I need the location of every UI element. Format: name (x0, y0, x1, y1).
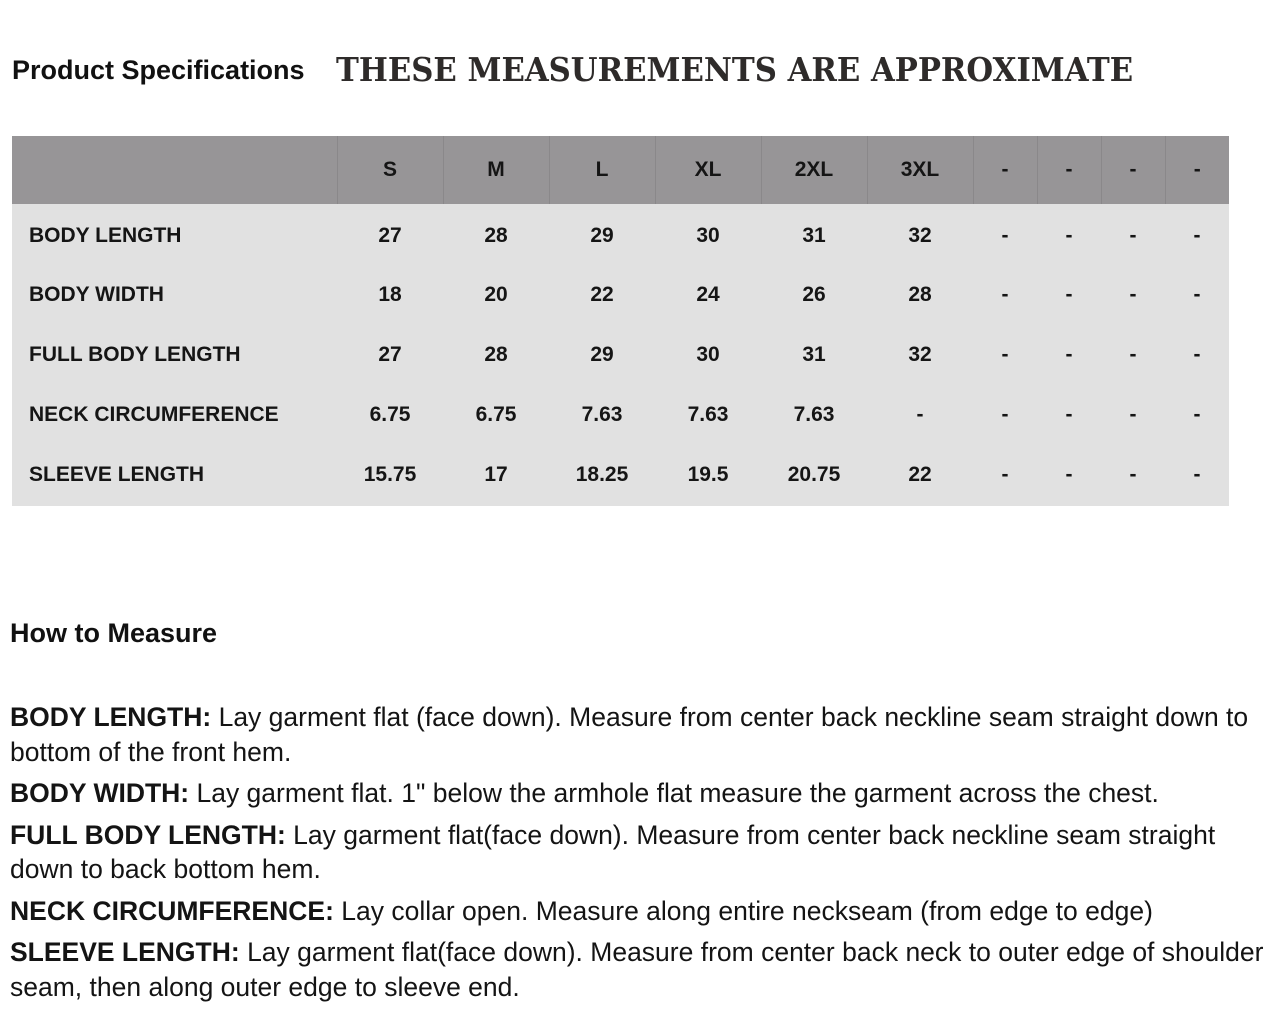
table-cell: - (1001, 403, 1009, 427)
table-cell: 18.25 (575, 462, 629, 486)
header-cell-2xl: 2XL (761, 136, 867, 204)
table-cell: - (1065, 462, 1073, 486)
table-row (12, 446, 1229, 506)
page-title: Product Specifications (12, 55, 305, 85)
table-cell: - (1193, 342, 1201, 366)
table-cell: - (1129, 342, 1137, 366)
approximate-notice: THESE MEASUREMENTS ARE APPROXIMATE (336, 50, 1134, 89)
table-cell: 7.63 (793, 403, 835, 427)
row-label: BODY WIDTH (29, 282, 164, 306)
table-cell: - (1193, 282, 1201, 306)
table-cell: - (1065, 224, 1073, 248)
table-cell: 31 (802, 342, 826, 366)
definition-text: Lay garment flat(face down). Measure from center back neck to outer edge of shoulder seam, then along outer edge to sleeve end. (10, 937, 1264, 1002)
header-cell-blank (12, 136, 337, 204)
definition-term: BODY WIDTH: (10, 778, 190, 808)
row-label: NECK CIRCUMFERENCE (29, 403, 279, 427)
table-cell: - (1001, 342, 1009, 366)
table-cell: - (1001, 282, 1009, 306)
table-cell: 29 (590, 342, 614, 366)
table-cell: 15.75 (363, 462, 417, 486)
header-cell-m: M (443, 136, 549, 204)
definition-neck-circumference (10, 894, 1272, 929)
table-cell: 30 (696, 342, 720, 366)
table-cell: - (1001, 462, 1009, 486)
definition-text: Lay garment flat(face down). Measure from center back neckline seam straight down to back bottom hem. (10, 819, 1216, 884)
table-cell: 7.63 (687, 403, 729, 427)
table-cell: 31 (802, 224, 826, 248)
table-cell: - (1129, 282, 1137, 306)
definition-body-length (10, 700, 1272, 769)
size-chart-table (12, 136, 1229, 506)
header-cell-empty: - (1165, 136, 1229, 204)
table-cell: 27 (378, 224, 402, 248)
table-cell: - (1001, 224, 1009, 248)
header-cell-empty: - (973, 136, 1037, 204)
table-cell: 17 (484, 462, 508, 486)
table-cell: 22 (590, 282, 614, 306)
size-header-row (12, 136, 1229, 204)
how-to-measure-heading: How to Measure (10, 618, 218, 648)
table-cell: 6.75 (475, 403, 517, 427)
definition-sleeve-length (10, 935, 1272, 1004)
table-row (12, 385, 1229, 445)
definition-text: Lay garment flat (face down). Measure from center back neckline seam straight down to bottom of the front hem. (10, 702, 1249, 767)
table-cell: - (1065, 282, 1073, 306)
table-cell: 32 (908, 342, 932, 366)
header-cell-empty: - (1101, 136, 1165, 204)
row-label: SLEEVE LENGTH (29, 462, 205, 486)
definition-term: SLEEVE LENGTH: (10, 937, 240, 967)
definition-text: Lay collar open. Measure along entire neckseam (from edge to edge) (333, 895, 1153, 926)
definition-full-body-length (10, 818, 1272, 887)
table-cell: - (1193, 224, 1201, 248)
table-cell: 27 (378, 342, 402, 366)
definition-text: Lay garment flat. 1" below the armhole flat measure the garment across the chest. (189, 778, 1159, 808)
table-cell: - (1193, 403, 1201, 427)
table-cell: - (1065, 342, 1073, 366)
table-cell: - (1129, 462, 1137, 486)
table-cell: 29 (590, 224, 614, 248)
row-label: BODY LENGTH (29, 224, 182, 248)
definition-body-width (10, 776, 1272, 811)
table-cell: 22 (908, 462, 932, 486)
table-cell: 7.63 (581, 403, 623, 427)
table-cell: 20.75 (787, 462, 841, 486)
page-header (12, 50, 1262, 90)
table-row (12, 204, 1229, 264)
table-cell: - (1129, 403, 1137, 427)
row-label: FULL BODY LENGTH (29, 342, 241, 366)
table-cell: 20 (484, 282, 508, 306)
table-cell: 32 (908, 224, 932, 248)
table-row (12, 325, 1229, 385)
definition-term: NECK CIRCUMFERENCE: (10, 895, 334, 926)
table-cell: - (1129, 224, 1137, 248)
table-cell: 18 (378, 282, 402, 306)
definition-term: BODY LENGTH: (10, 702, 212, 732)
table-cell: 26 (802, 282, 826, 306)
table-cell: 30 (696, 224, 720, 248)
header-cell-s: S (337, 136, 443, 204)
table-cell: - (1193, 462, 1201, 486)
table-row (12, 264, 1229, 324)
definition-term: FULL BODY LENGTH: (10, 819, 286, 850)
header-cell-l: L (549, 136, 655, 204)
table-cell: 28 (484, 224, 508, 248)
table-cell: - (916, 403, 924, 427)
table-cell: 19.5 (687, 462, 729, 486)
table-cell: - (1065, 403, 1073, 427)
table-cell: 28 (484, 342, 508, 366)
header-cell-empty: - (1037, 136, 1101, 204)
header-cell-xl: XL (655, 136, 761, 204)
table-cell: 28 (908, 282, 932, 306)
table-cell: 6.75 (369, 403, 411, 427)
measurement-definitions (10, 700, 1272, 1011)
header-cell-3xl: 3XL (867, 136, 973, 204)
table-cell: 24 (696, 282, 720, 306)
